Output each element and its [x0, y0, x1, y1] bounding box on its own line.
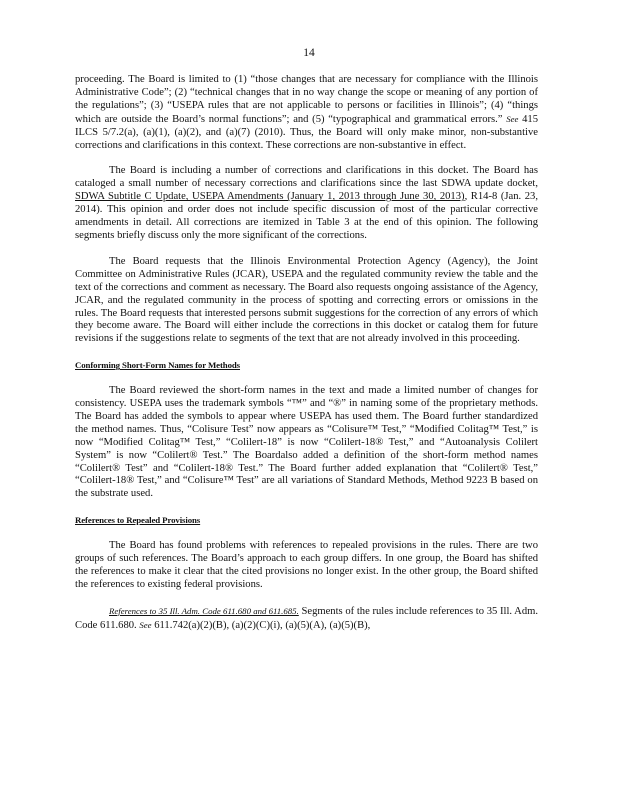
citation-text: 415 ILCS 5/7.2(a), (a)(1), (a)(2), and (a)(7) (2010). Thus, the Board will only make minor, non-substantive corrections and clarifications in this context. These corrections are non-substantive in effect. — [75, 113, 538, 151]
see-signal: See — [139, 619, 152, 630]
paragraph-text: , R14-8 (Jan. 23, 2014). This opinion and order does not include specific discussion of most of the particular corrective amendments in detail. All corrections are itemized in Table 3 at the end of this opinion. The following segments briefly discuss only the more significant of the corrections. — [75, 191, 538, 241]
document-body — [75, 74, 538, 633]
page-number: 14 — [303, 47, 315, 59]
paragraph-statutory-limits — [75, 74, 538, 152]
docket-reference: SDWA Subtitle C Update, USEPA Amendments (January 1, 2013 through June 30, 2013) — [75, 191, 465, 203]
paragraph-text: The Board is including a number of corrections and clarifications in this docket. The Board has cataloged a small number of necessary corrections and clarifications since the last SDWA update docket, — [75, 165, 538, 190]
see-signal: See — [506, 113, 519, 124]
section-heading-short-form-names: Conforming Short-Form Names for Methods — [75, 360, 241, 371]
paragraph-corrections — [75, 165, 538, 242]
paragraph-text: Segments of the rules include references to 35 Ill. Adm. Code 611.680. — [75, 605, 538, 631]
paragraph-text: proceeding. The Board is limited to (1) “those changes that are necessary for compliance with the Illinois Administrative Code”; (2) “technical changes that in no way change the scope or meaning of any portion of the regulations”; (3) “USEPA rules that are not applicable to persons or facilities in Illinois”; (4) “things which are outside the Board’s normal functions”; and (5) “typographical and grammatical errors.” — [75, 74, 538, 125]
paragraph-short-form-names: The Board reviewed the short-form names in the text and made a limited number of changes for consistency. USEPA uses the trademark symbols “™” and “®” in naming some of the proprietary methods. The Board has added the symbols to appear where USEPA has used them. The Board further standardized the method names. Thus, “Colisure Test” now appears as “Colisure™ Test,” “Modified Colitag™ Test,” is now “Modified Colitag™ Test,” “Colilert-18” is now “Colilert-18® Test,” and “Autoanalysis Colilert System” is now “Colilert® Test.” The Boardalso added a definition of the short-form method names “Colilert® Test” and “Colilert-18® Test.” The Board further added explanation that “Colilert® Test,” “Colilert-18® Test,” and “Colisure™ Test” are all variations of Standard Methods, Method 9223 B based on the substrate used. — [75, 385, 538, 500]
paragraph-requests: The Board requests that the Illinois Environmental Protection Agency (Agency), the Joint Committee on Administrative Rules (JCAR), USEPA and the regulated community review the table and the text of the corrections and comment as necessary. The Board also requests ongoing assistance of the Agency, JCAR, and the regulated community in the process of spotting and correcting errors or omissions in the rules. The Board requests that interested persons submit suggestions for the correction of any errors of which they become aware. The Board will either include the corrections in this docket or catalog them for future revisions if the suggestions relate to segments of the text that are not already involved in this proceeding. — [75, 255, 538, 345]
citation-text: 611.742(a)(2)(B), (a)(2)(C)(i), (a)(5)(A), (a)(5)(B), — [154, 619, 371, 631]
section-heading-repealed-provisions: References to Repealed Provisions — [75, 515, 201, 526]
subsection-heading: References to 35 Ill. Adm. Code 611.680 and 611.685. — [109, 605, 299, 616]
paragraph-references-611-680 — [75, 605, 538, 633]
paragraph-repealed-provisions: The Board has found problems with references to repealed provisions in the rules. There are two groups of such references. The Board’s approach to each group differs. In one group, the Board has shifted the references to make it clear that the cited provisions no longer exist. In the other group, the Board shifted the references to existing federal provisions. — [75, 540, 538, 590]
